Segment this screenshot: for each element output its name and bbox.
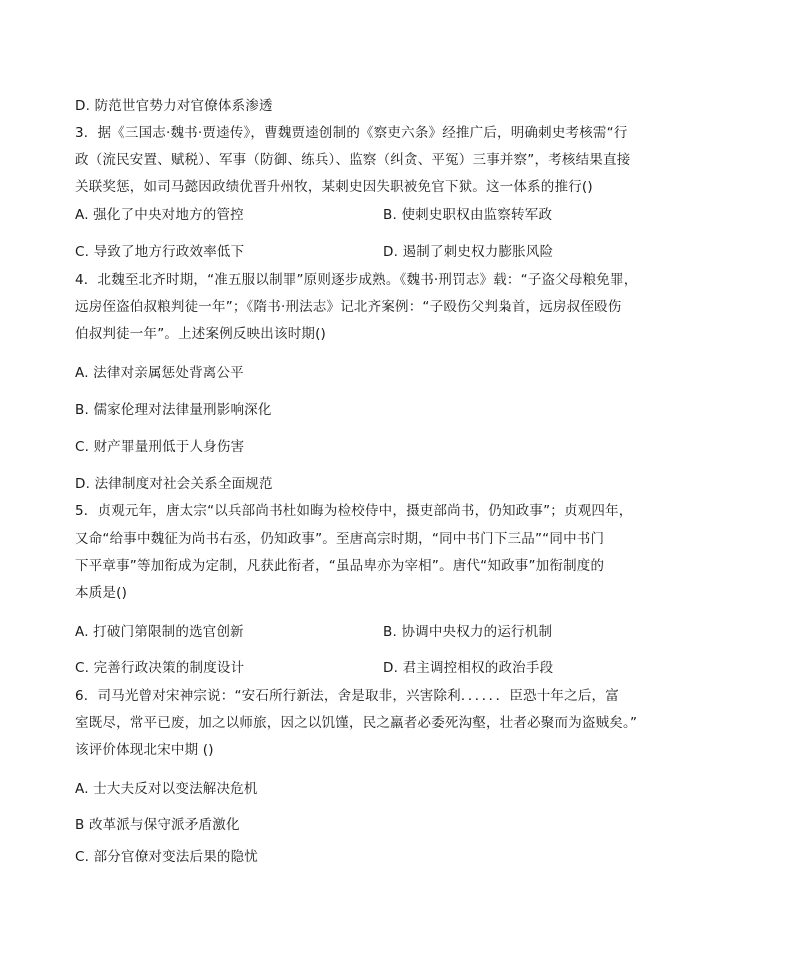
q3-stem-line1: 3．据《三国志·魏书·贾逵传》，曹魏贾逵创制的《察吏六条》经推广后，明确刺史考核需“行 [75, 125, 628, 141]
q6-stem-line2: 室既尽，常平已废，加之以师旅，因之以饥馑，民之羸者必委死沟壑，壮者必聚而为盗贼矣。” [75, 715, 638, 731]
q4-stem-line1: 4．北魏至北齐时期，“准五服以制罪”原则逐步成熟。《魏书·刑罚志》载：“子盗父母粮免罪， [75, 272, 638, 288]
q5-option-c: C. 完善行政决策的制度设计 [75, 660, 245, 676]
q2-option-d: D. 防范世官势力对官僚体系渗透 [75, 98, 273, 114]
q5-stem-line2: 又命“给事中魏征为尚书右丞，仍知政事”。至唐高宗时期，“同中书门下三品”“同中书门 [75, 531, 605, 547]
q5-stem-line4: 本质是() [75, 585, 128, 601]
q3-option-c: C. 导致了地方行政效率低下 [75, 244, 245, 260]
q6-option-c: C. 部分官僚对变法后果的隐忧 [75, 849, 259, 865]
q3-stem-line3: 关联奖惩，如司马懿因政绩优晋升州牧，某刺史因失职被免官下狱。这一体系的推行() [75, 179, 593, 195]
q4-option-b: B. 儒家伦理对法律量刑影响深化 [75, 402, 272, 418]
q5-stem-line1: 5．贞观元年，唐太宗“以兵部尚书杜如晦为检校侍中，摄吏部尚书，仍知政事”；贞观四年， [75, 503, 633, 519]
q4-stem-line3: 伯叔判徒一年”。上述案例反映出该时期() [75, 326, 327, 342]
q6-stem-line3: 该评价体现北宋中期 () [75, 742, 214, 758]
q5-stem-line3: 下平章事”等加衔成为定制，凡获此衔者，“虽品卑亦为宰相”。唐代“知政事”加衔制度的 [75, 558, 605, 574]
q3-option-a: A. 强化了中央对地方的管控 [75, 207, 244, 223]
q4-option-d: D. 法律制度对社会关系全面规范 [75, 476, 273, 492]
q5-option-a: A. 打破门第限制的选官创新 [75, 624, 244, 640]
q4-option-a: A. 法律对亲属惩处背离公平 [75, 365, 244, 381]
q6-option-b: B 改革派与保守派矛盾激化 [75, 817, 240, 833]
q6-option-a: A. 士大夫反对以变法解决危机 [75, 781, 258, 797]
q4-stem-line2: 远房侄盗伯叔粮判徒一年”；《隋书·刑法志》记北齐案例：“子殴伤父判枭首，远房叔侄殴伤 [75, 299, 622, 315]
q3-option-b: B. 使刺史职权由监察转军政 [383, 207, 553, 223]
q5-option-b: B. 协调中央权力的运行机制 [383, 624, 553, 640]
q6-stem-line1: 6．司马光曾对宋神宗说：“安石所行新法，舍是取非，兴害除利．．．．．．臣恐十年之后，富 [75, 688, 619, 704]
q3-stem-line2: 政（流民安置、赋税）、军事（防御、练兵）、监察（纠贪、平冤）三事并察”，考核结果直接 [75, 152, 631, 168]
q5-option-d: D. 君主调控相权的政治手段 [383, 660, 554, 676]
q3-option-d: D. 遏制了刺史权力膨胀风险 [383, 244, 554, 260]
q4-option-c: C. 财产罪量刑低于人身伤害 [75, 439, 245, 455]
